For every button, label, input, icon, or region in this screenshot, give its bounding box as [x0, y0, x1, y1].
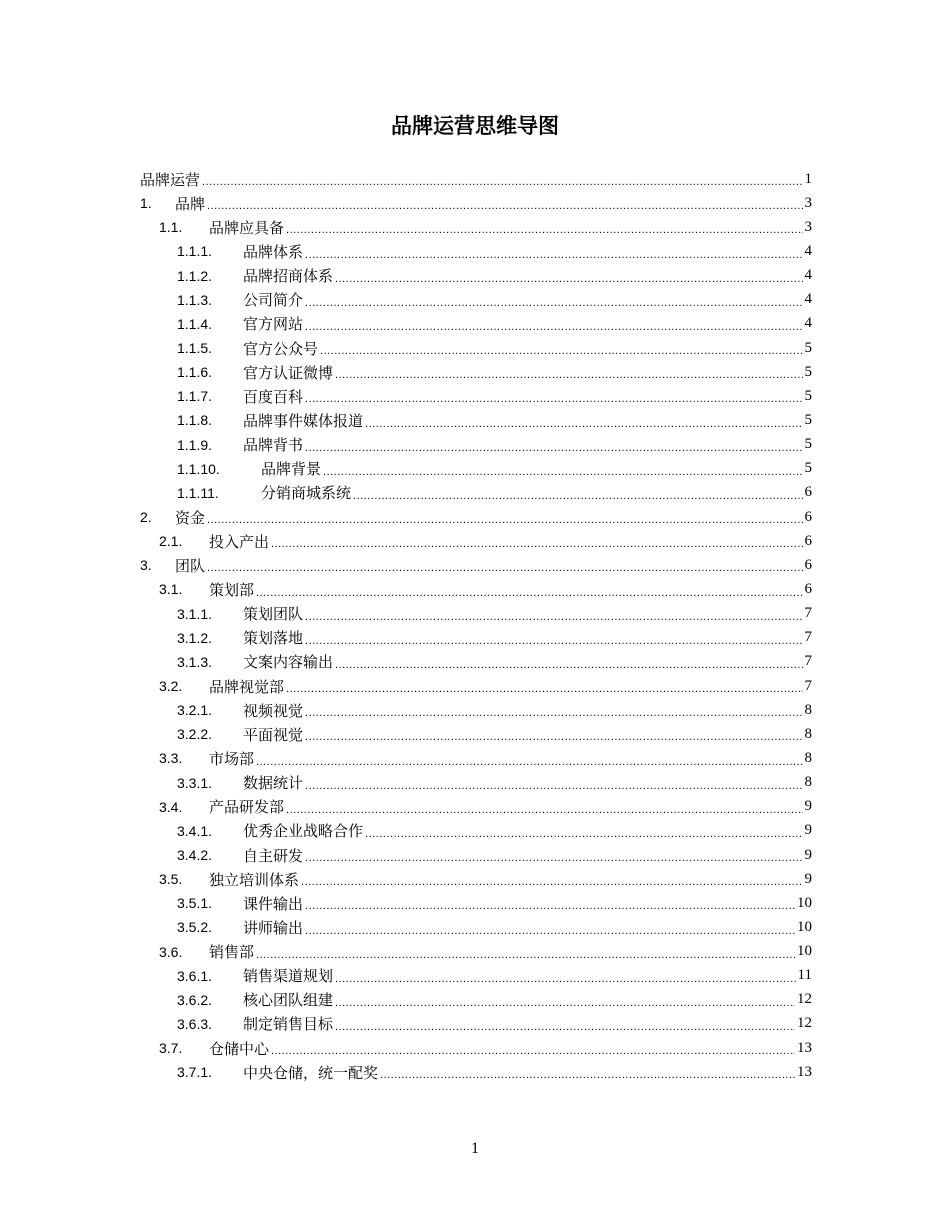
toc-entry-title: 策划部	[209, 580, 255, 599]
toc-entry-page: 5	[804, 460, 812, 477]
toc-entry[interactable]	[140, 602, 812, 626]
toc-entry-page: 9	[804, 870, 812, 887]
toc-entry-page: 12	[797, 1015, 812, 1032]
toc-entry-number: 3.7.	[159, 1040, 183, 1057]
toc-entry-number: 1.1.6.	[177, 364, 213, 381]
toc-entry-title: 投入产出	[209, 532, 270, 551]
toc-entry-number: 3.1.	[159, 581, 183, 598]
toc-entry-number: 1.1.2.	[177, 267, 213, 284]
toc-entry[interactable]	[140, 843, 812, 867]
toc-entry-number: 2.	[140, 509, 152, 526]
page-number: 1	[471, 1140, 479, 1157]
toc-entry-title: 优秀企业战略合作	[243, 822, 364, 841]
toc-entry-page: 5	[804, 363, 812, 380]
toc-entry-title: 品牌背景	[261, 460, 322, 479]
toc-dot-leader	[305, 393, 802, 408]
toc-dot-leader	[305, 731, 802, 746]
toc-entry-page: 6	[804, 580, 812, 597]
toc-entry-title: 品牌	[175, 194, 206, 213]
toc-entry-page: 9	[804, 798, 812, 815]
toc-dot-leader	[286, 224, 802, 239]
toc-entry-number: 1.	[140, 195, 152, 212]
toc-entry-title: 官方认证微博	[243, 363, 334, 382]
toc-entry[interactable]	[140, 215, 812, 239]
toc-entry-number: 3.5.	[159, 871, 183, 888]
toc-entry[interactable]	[140, 167, 812, 191]
toc-entry-page: 4	[804, 291, 812, 308]
toc-entry-number: 1.1.8.	[177, 412, 213, 429]
toc-entry-page: 6	[804, 556, 812, 573]
toc-dot-leader	[207, 562, 802, 577]
toc-entry-number: 3.1.3.	[177, 653, 213, 670]
toc-entry-page: 4	[804, 267, 812, 284]
toc-entry-page: 4	[804, 315, 812, 332]
toc-dot-leader	[320, 345, 802, 360]
toc-entry-number: 3.2.1.	[177, 702, 213, 719]
toc-entry-page: 6	[804, 484, 812, 501]
toc-entry-number: 3.4.2.	[177, 847, 213, 863]
toc-entry-page: 6	[804, 508, 812, 525]
toc-entry-number: 1.1.3.	[177, 291, 213, 308]
toc-entry-number: 3.1.2.	[177, 629, 213, 646]
toc-entry[interactable]	[140, 288, 812, 312]
toc-dot-leader	[335, 973, 796, 988]
toc-entry-number: 3.7.1.	[177, 1064, 213, 1081]
toc-entry-number: 3.1.1.	[177, 605, 213, 622]
toc-entry-page: 7	[804, 677, 812, 694]
toc-entry-title: 核心团队组建	[243, 991, 334, 1010]
toc-entry[interactable]	[140, 674, 812, 698]
toc-entry-title: 讲师输出	[243, 918, 304, 937]
toc-dot-leader	[286, 804, 802, 819]
toc-entry-number: 1.1.9.	[177, 436, 213, 453]
toc-entry-page: 7	[804, 605, 812, 622]
toc-dot-leader	[305, 321, 802, 336]
toc-dot-leader	[335, 1021, 795, 1036]
toc-entry-title: 品牌视觉部	[209, 677, 285, 696]
toc-entry-number: 1.1.10.	[177, 460, 220, 477]
toc-entry-title: 品牌应具备	[209, 218, 285, 237]
toc-entry-title: 平面视觉	[243, 725, 304, 744]
toc-entry-number: 1.1.5.	[177, 340, 213, 357]
toc-dot-leader	[305, 442, 802, 457]
toc-entry[interactable]	[140, 891, 812, 915]
toc-entry-title: 官方网站	[243, 315, 304, 334]
toc-entry[interactable]	[140, 384, 812, 408]
toc-entry[interactable]	[140, 553, 812, 577]
document-title: 品牌运营思维导图	[391, 114, 559, 138]
toc-entry-title: 视频视觉	[243, 701, 304, 720]
toc-dot-leader	[207, 514, 802, 529]
toc-entry-page: 4	[804, 242, 812, 259]
toc-entry-page: 1	[804, 170, 812, 187]
toc-entry-page: 3	[804, 218, 812, 235]
toc-entry-page: 9	[804, 846, 812, 863]
toc-entry-page: 7	[804, 653, 812, 670]
toc-entry-page: 7	[804, 629, 812, 646]
toc-entry[interactable]	[140, 481, 812, 505]
toc-entry[interactable]	[140, 433, 812, 457]
toc-entry-title: 策划团队	[243, 605, 304, 624]
toc-entry[interactable]	[140, 360, 812, 384]
toc-dot-leader	[305, 707, 802, 722]
toc-entry-page: 5	[804, 339, 812, 356]
toc-entry[interactable]	[140, 505, 812, 529]
toc-dot-leader	[335, 659, 802, 674]
toc-entry[interactable]	[140, 1036, 812, 1060]
toc-dot-leader	[305, 635, 802, 650]
toc-entry-title: 市场部	[209, 749, 255, 768]
toc-entry-title: 分销商城系统	[261, 484, 352, 503]
toc-entry-page: 5	[804, 411, 812, 428]
toc-entry-page: 5	[804, 387, 812, 404]
toc-entry-page: 13	[797, 1063, 812, 1080]
toc-entry-page: 9	[804, 822, 812, 839]
toc-entry-number: 3.6.	[159, 943, 183, 960]
toc-entry-number: 3.2.	[159, 678, 183, 695]
toc-dot-leader	[256, 587, 802, 602]
toc-entry-title: 官方公众号	[243, 339, 319, 358]
toc-dot-leader	[335, 369, 802, 384]
toc-entry-title: 中央仓储，统一配奖	[243, 1063, 379, 1082]
toc-entry-page: 13	[797, 1039, 812, 1056]
toc-entry-title: 销售渠道规划	[243, 967, 334, 986]
toc-entry[interactable]	[140, 940, 812, 964]
toc-entry-number: 1.1.	[159, 219, 183, 236]
toc-dot-leader	[202, 176, 802, 191]
toc-entry-page: 10	[797, 918, 812, 935]
toc-dot-leader	[271, 538, 802, 553]
toc-entry-title: 销售部	[209, 943, 255, 962]
toc-dot-leader	[353, 490, 802, 505]
toc-entry[interactable]	[140, 650, 812, 674]
toc-entry-number: 3.5.2.	[177, 919, 213, 936]
toc-entry-title: 团队	[175, 556, 206, 575]
toc-entry[interactable]	[140, 626, 812, 650]
toc-entry-number: 3.4.1.	[177, 822, 213, 839]
toc-entry-title: 仓储中心	[209, 1039, 270, 1058]
toc-entry[interactable]	[140, 819, 812, 843]
toc-dot-leader	[323, 466, 802, 481]
toc-entry-title: 独立培训体系	[209, 870, 300, 889]
toc-entry-title: 产品研发部	[209, 798, 285, 817]
toc-entry-page: 8	[804, 701, 812, 718]
toc-entry[interactable]	[140, 988, 812, 1012]
toc-entry-title: 公司简介	[243, 291, 304, 310]
toc-entry-page: 3	[804, 194, 812, 211]
toc-entry[interactable]	[140, 915, 812, 939]
toc-entry-number: 3.5.1.	[177, 895, 213, 912]
toc-entry-page: 11	[797, 967, 812, 984]
toc-dot-leader	[286, 683, 802, 698]
toc-dot-leader	[305, 780, 802, 795]
toc-entry-title: 品牌背书	[243, 436, 304, 455]
toc-dot-leader	[305, 249, 802, 264]
toc-entry-number: 1.1.4.	[177, 315, 213, 332]
toc-entry[interactable]	[140, 457, 812, 481]
toc-dot-leader	[271, 1045, 795, 1060]
toc-entry-title: 品牌体系	[243, 242, 304, 261]
toc-entry[interactable]	[140, 239, 812, 263]
toc-entry-page: 10	[797, 894, 812, 911]
toc-dot-leader	[207, 200, 802, 215]
toc-entry[interactable]	[140, 191, 812, 215]
toc-entry-number: 1.1.1.	[177, 243, 213, 260]
toc-dot-leader	[365, 418, 802, 433]
toc-entry-number: 2.1.	[159, 533, 183, 550]
toc-dot-leader	[380, 1069, 795, 1084]
toc-entry-number: 3.3.	[159, 750, 183, 767]
toc-dot-leader	[305, 925, 795, 940]
toc-entry-page: 8	[804, 725, 812, 742]
toc-entry-title: 课件输出	[243, 894, 304, 913]
toc-entry-page: 8	[804, 774, 812, 791]
toc-entry-number: 3.6.3.	[177, 1015, 213, 1032]
toc-entry-page: 10	[797, 943, 812, 960]
toc-entry-title: 品牌招商体系	[243, 267, 334, 286]
toc-entry[interactable]	[140, 771, 812, 795]
toc-dot-leader	[305, 900, 795, 915]
toc-entry-number: 1.1.7.	[177, 388, 213, 405]
toc-entry-page: 6	[804, 532, 812, 549]
toc-entry-page: 12	[797, 991, 812, 1008]
toc-dot-leader	[335, 273, 802, 288]
toc-dot-leader	[305, 852, 802, 867]
toc-dot-leader	[256, 756, 802, 771]
toc-entry[interactable]	[140, 312, 812, 336]
toc-entry[interactable]	[140, 867, 812, 891]
toc-dot-leader	[305, 297, 802, 312]
toc-entry-title: 数据统计	[243, 774, 304, 793]
toc-entry[interactable]	[140, 264, 812, 288]
toc-entry-title: 品牌运营	[140, 170, 201, 189]
toc-entry[interactable]	[140, 746, 812, 770]
toc-entry-title: 品牌事件媒体报道	[243, 411, 364, 430]
toc-entry-number: 3.4.	[159, 798, 183, 815]
toc-dot-leader	[301, 876, 802, 891]
toc-entry[interactable]	[140, 964, 812, 988]
toc-entry-title: 百度百科	[243, 387, 304, 406]
toc-entry-title: 文案内容输出	[243, 653, 334, 672]
toc-entry-number: 3.6.1.	[177, 967, 213, 984]
toc-entry-title: 制定销售目标	[243, 1015, 334, 1034]
toc-dot-leader	[256, 949, 795, 964]
toc-entry[interactable]	[140, 722, 812, 746]
toc-entry-number: 1.1.11.	[177, 484, 219, 501]
toc-entry[interactable]	[140, 577, 812, 601]
toc-entry[interactable]	[140, 408, 812, 432]
toc-dot-leader	[335, 997, 795, 1012]
toc-entry-page: 5	[804, 436, 812, 453]
toc-entry-number: 3.2.2.	[177, 726, 213, 743]
toc-dot-leader	[365, 828, 802, 843]
toc-dot-leader	[305, 611, 802, 626]
toc-entry-title: 自主研发	[243, 846, 304, 865]
toc-entry[interactable]	[140, 1060, 812, 1084]
toc-entry[interactable]	[140, 529, 812, 553]
toc-entry[interactable]	[140, 1012, 812, 1036]
table-of-contents	[140, 167, 812, 1084]
toc-entry-number: 3.	[140, 557, 152, 574]
toc-entry-page: 8	[804, 749, 812, 766]
toc-entry-title: 资金	[175, 508, 206, 527]
toc-entry-title: 策划落地	[243, 629, 304, 648]
toc-entry-number: 3.3.1.	[177, 774, 213, 791]
toc-entry[interactable]	[140, 698, 812, 722]
toc-entry[interactable]	[140, 336, 812, 360]
toc-entry[interactable]	[140, 795, 812, 819]
toc-entry-number: 3.6.2.	[177, 991, 213, 1008]
